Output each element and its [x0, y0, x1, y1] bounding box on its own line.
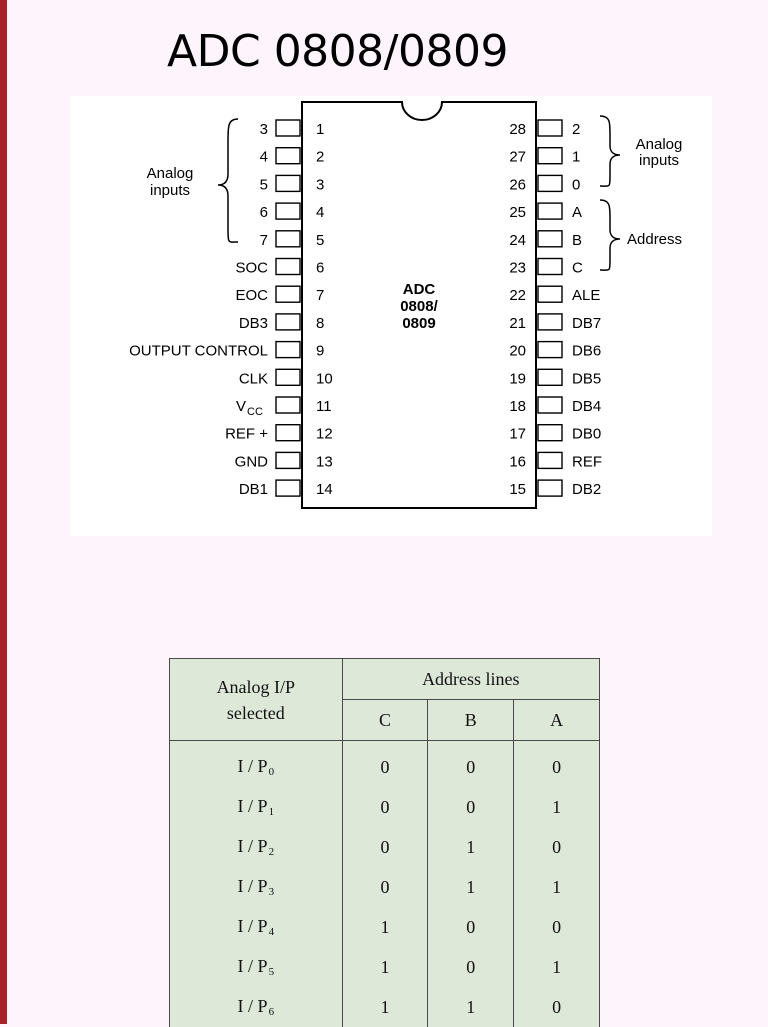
table-row: [170, 827, 600, 867]
right-pin-number: 18: [509, 398, 526, 415]
address-truth-table: [169, 658, 600, 1027]
right-pin-number: 27: [509, 149, 526, 166]
head-address-lines: Address lines: [342, 659, 599, 700]
right-analog-brace: [600, 116, 620, 186]
right-pin-number: 23: [509, 260, 526, 277]
row-value-b: 0: [428, 787, 514, 827]
row-value-a: 0: [514, 741, 600, 788]
right-pin-label: 1: [572, 149, 580, 166]
row-input-label: [170, 827, 343, 867]
row-value-c: 0: [342, 741, 428, 788]
left-pin-number: 3: [316, 176, 324, 193]
left-pin-number: 9: [316, 343, 324, 360]
left-pin-number: 12: [316, 426, 333, 443]
row-label-text: I / P: [238, 996, 268, 1016]
row-value-a: 1: [514, 947, 600, 987]
left-pin-number: 1: [316, 121, 324, 138]
head-col-a: A: [514, 700, 600, 741]
slide-title: ADC 0808/0809: [167, 26, 508, 77]
row-value-a: 1: [514, 867, 600, 907]
row-value-c: 1: [342, 947, 428, 987]
right-pin-number: 25: [509, 204, 526, 221]
row-value-a: 1: [514, 787, 600, 827]
chip-name-line-2: 0808/: [400, 298, 438, 315]
right-pin-box: [538, 286, 562, 302]
row-value-c: 0: [342, 827, 428, 867]
row-input-label: [170, 987, 343, 1027]
left-pin-number: 11: [316, 398, 332, 415]
right-pin-number: 16: [509, 453, 526, 470]
left-pin-label: 3: [260, 121, 268, 138]
right-pin-label: C: [572, 260, 583, 277]
right-pin-label: DB6: [572, 343, 601, 360]
row-input-label: [170, 907, 343, 947]
left-pin-label: V: [236, 398, 246, 415]
right-pin-number: 26: [509, 176, 526, 193]
left-pin-label: 4: [260, 149, 268, 166]
left-pin-label: 6: [260, 204, 268, 221]
right-pin-number: 24: [509, 232, 526, 249]
left-analog-brace: [218, 119, 238, 242]
row-value-b: 0: [428, 947, 514, 987]
right-pin-number: 20: [509, 343, 526, 360]
left-pin-label: DB3: [239, 315, 268, 332]
chip-name-line-1: ADC: [403, 281, 436, 298]
right-pin-label: 2: [572, 121, 580, 138]
table-row: [170, 947, 600, 987]
chip-name-line-3: 0809: [402, 315, 435, 332]
left-pin-number: 13: [316, 453, 333, 470]
left-pin-number: 6: [316, 260, 324, 277]
head-col-b: B: [428, 700, 514, 741]
table-body: [170, 741, 600, 1027]
right-pin-number: 19: [509, 370, 526, 387]
right-address-brace: [600, 200, 620, 270]
right-pin-label: DB2: [572, 481, 601, 498]
head-analog-selected: [170, 659, 343, 741]
right-pin-number: 15: [509, 481, 526, 498]
right-pin-label: ALE: [572, 287, 600, 304]
row-value-b: 1: [428, 827, 514, 867]
right-pin-box: [538, 397, 562, 413]
left-analog-label-2: inputs: [150, 182, 190, 199]
row-value-c: 1: [342, 907, 428, 947]
right-pin-box: [538, 203, 562, 219]
right-pin-box: [538, 259, 562, 275]
row-value-c: 0: [342, 787, 428, 827]
left-pin-number: 4: [316, 204, 324, 221]
row-label-text: I / P: [238, 956, 268, 976]
right-pin-label: DB7: [572, 315, 601, 332]
left-pin-label: OUTPUT CONTROL: [129, 343, 268, 360]
left-pin-number: 7: [316, 287, 324, 304]
left-pin-label: DB1: [239, 481, 268, 498]
left-pin-number: 8: [316, 315, 324, 332]
row-input-label: [170, 947, 343, 987]
right-pin-box: [538, 314, 562, 330]
left-pin-label: REF +: [225, 426, 268, 443]
right-pin-label: A: [572, 204, 582, 221]
head-analog-line-1: Analog I/P: [170, 674, 342, 700]
row-value-c: 1: [342, 987, 428, 1027]
row-label-subscript: 4: [269, 926, 275, 938]
row-value-b: 1: [428, 987, 514, 1027]
row-label-text: I / P: [238, 836, 268, 856]
row-label-text: I / P: [238, 796, 268, 816]
left-pin-label: 7: [260, 232, 268, 249]
head-col-c: C: [342, 700, 428, 741]
right-pin-label: B: [572, 232, 582, 249]
table-row: [170, 867, 600, 907]
table-row: [170, 907, 600, 947]
left-pin-label-sub: CC: [247, 406, 263, 418]
left-pin-number: 5: [316, 232, 324, 249]
left-pin-label: SOC: [235, 260, 268, 277]
right-pin-box: [538, 120, 562, 136]
left-analog-label-1: Analog: [147, 165, 194, 182]
right-pin-label: DB4: [572, 398, 601, 415]
right-pin-number: 21: [509, 315, 526, 332]
left-pin-number: 14: [316, 481, 333, 498]
right-pin-box: [538, 342, 562, 358]
left-pin-label: GND: [235, 453, 269, 470]
right-analog-label-1: Analog: [636, 136, 683, 153]
slide-accent-bar: [0, 0, 7, 1024]
right-pin-box: [538, 175, 562, 191]
right-pin-label: REF: [572, 453, 602, 470]
right-pin-box: [538, 452, 562, 468]
right-pin-box: [538, 231, 562, 247]
left-pin-label: EOC: [235, 287, 268, 304]
row-value-b: 0: [428, 907, 514, 947]
right-pin-number: 28: [509, 121, 526, 138]
row-value-a: 0: [514, 827, 600, 867]
row-input-label: [170, 787, 343, 827]
pinout-diagram: [70, 96, 712, 536]
right-pin-number: 17: [509, 426, 526, 443]
row-value-b: 1: [428, 867, 514, 907]
row-value-b: 0: [428, 741, 514, 788]
row-value-c: 0: [342, 867, 428, 907]
table-row: [170, 741, 600, 788]
row-label-subscript: 1: [269, 806, 275, 818]
row-input-label: [170, 867, 343, 907]
table-row: [170, 787, 600, 827]
right-pin-label: DB5: [572, 370, 601, 387]
row-label-text: I / P: [238, 876, 268, 896]
right-pin-label: DB0: [572, 426, 601, 443]
right-pin-number: 22: [509, 287, 526, 304]
row-label-subscript: 6: [269, 1006, 275, 1018]
left-pin-label: 5: [260, 176, 268, 193]
right-analog-label-2: inputs: [639, 152, 679, 169]
left-pin-number: 2: [316, 149, 324, 166]
right-pin-label: 0: [572, 176, 580, 193]
row-label-subscript: 2: [269, 846, 275, 858]
right-pin-box: [538, 369, 562, 385]
table-row: [170, 987, 600, 1027]
right-pin-box: [538, 148, 562, 164]
right-address-label: Address: [627, 231, 682, 248]
row-label-text: I / P: [238, 916, 268, 936]
row-value-a: 0: [514, 907, 600, 947]
left-pin-number: 10: [316, 370, 333, 387]
right-pin-box: [538, 425, 562, 441]
head-analog-line-2: selected: [170, 700, 342, 726]
row-label-subscript: 3: [269, 886, 275, 898]
row-value-a: 0: [514, 987, 600, 1027]
row-label-subscript: 0: [269, 766, 275, 778]
left-pin-label: CLK: [239, 370, 268, 387]
pinout-svg: [70, 96, 712, 536]
right-pin-box: [538, 480, 562, 496]
row-input-label: [170, 741, 343, 788]
row-label-subscript: 5: [269, 966, 275, 978]
row-label-text: I / P: [238, 756, 268, 776]
